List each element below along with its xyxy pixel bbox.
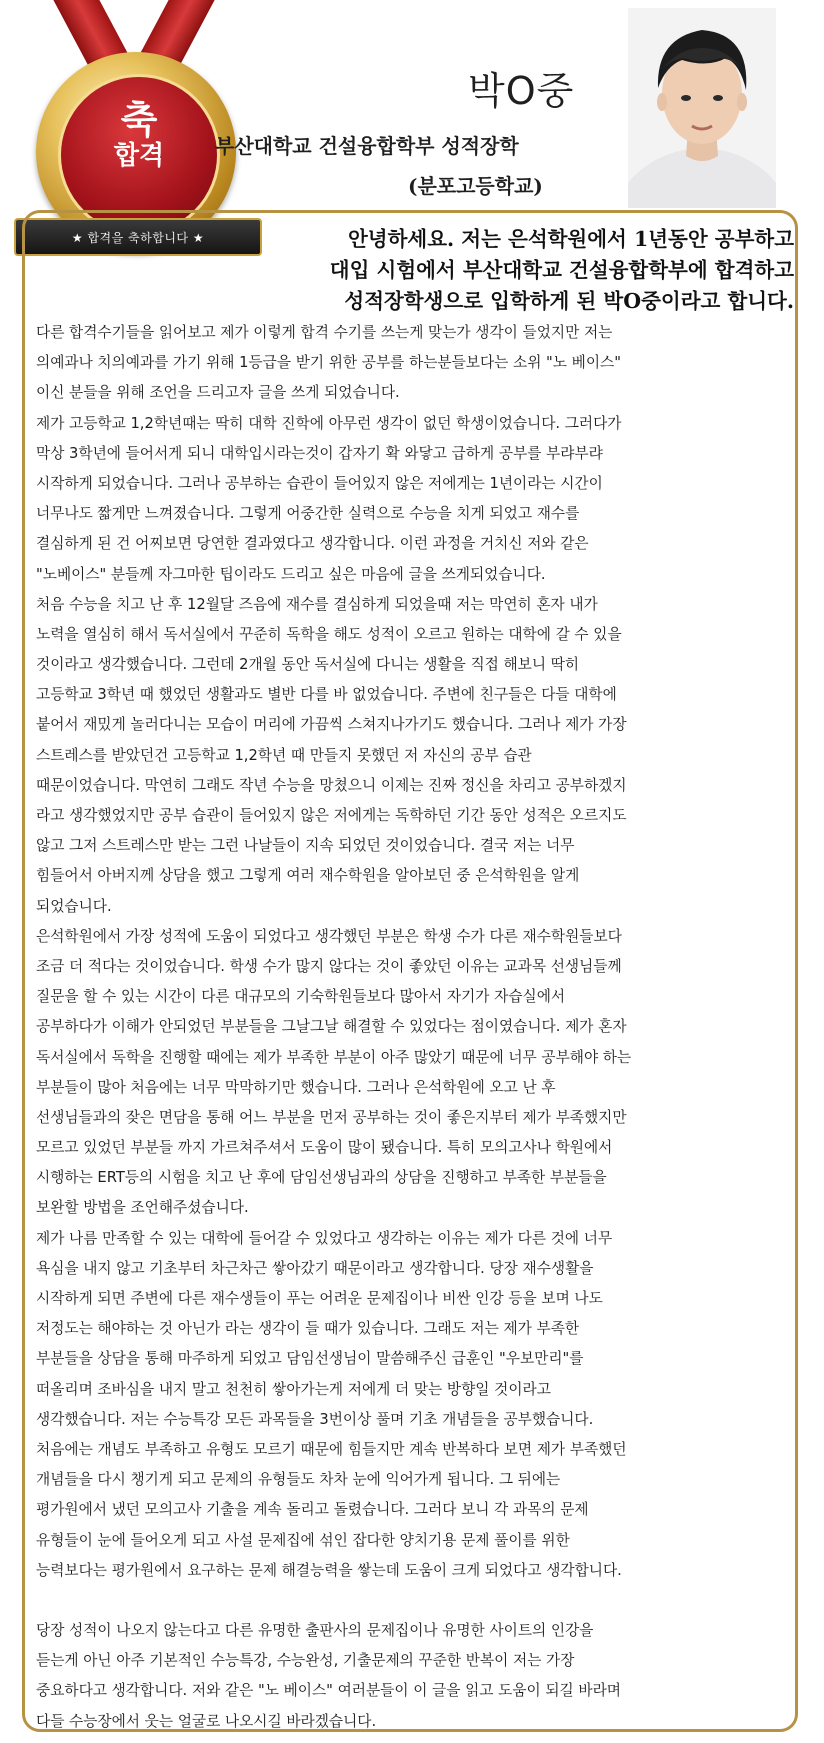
intro-line: 안녕하세요. 저는 은석학원에서 1년동안 공부하고 <box>347 227 794 251</box>
student-photo <box>628 8 776 208</box>
body-line: 독서실에서 독학을 진행할 때에는 제가 부족한 부분이 아주 많았기 때문에 너무 공부해야 하는 <box>36 1048 632 1066</box>
intro-line: 대입 시험에서 부산대학교 건설융합학부에 합격하고 <box>329 258 794 282</box>
body-line: 조금 더 적다는 것이었습니다. 학생 수가 많지 않다는 것이 좋았던 이유는 교과목 선생님들께 <box>36 957 622 975</box>
body-line: 것이라고 생각했습니다. 그런데 2개월 동안 독서실에 다니는 생활을 직접 해보니 딱히 <box>36 656 580 674</box>
university-scholarship: 부산대학교 건설융합학부 성적장학 <box>215 134 519 158</box>
body-line: 힘들어서 아버지께 상담을 했고 그렇게 여러 재수학원을 알아보던 중 은석학원을 알게 <box>36 867 580 885</box>
body-line: 막상 3학년에 들어서게 되니 대학입시라는것이 갑자기 확 와닿고 급하게 공부를 부랴부랴 <box>36 444 603 462</box>
body-line: 스트레스를 받았던건 고등학교 1,2학년 때 만들지 못했던 저 자신의 공부 습관 <box>36 746 532 764</box>
body-line: 은석학원에서 가장 성적에 도움이 되었다고 생각했던 부분은 학생 수가 다른 재수학원들보다 <box>36 927 622 945</box>
body-line: 처음 수능을 치고 난 후 12월달 즈음에 재수를 결심하게 되었을때 저는 막연히 혼자 내가 <box>36 595 598 613</box>
body-line: 너무나도 짧게만 느껴졌습니다. 그렇게 어중간한 실력으로 수능을 치게 되었고 재수를 <box>36 505 580 523</box>
body-line: 이신 분들을 위해 조언을 드리고자 글을 쓰게 되었습니다. <box>36 384 400 402</box>
body-line: 부분들을 상담을 통해 마주하게 되었고 담임선생님이 말씀해주신 급훈인 "우보만리"를 <box>36 1350 584 1368</box>
body-line: 노력을 열심히 해서 독서실에서 꾸준히 독학을 해도 성적이 오르고 원하는 대학에 갈 수 있을 <box>36 625 622 643</box>
body-line: 시작하게 되면 주변에 다른 재수생들이 푸는 어려운 문제집이나 비싼 인강 등을 보며 나도 <box>36 1290 603 1307</box>
body-line: 질문을 할 수 있는 시간이 다른 대규모의 기숙학원들보다 많아서 자기가 자습실에서 <box>36 988 566 1006</box>
body-line: 개념들을 다시 챙기게 되고 문제의 유형들도 차차 눈에 익어가게 됩니다. 그 뒤에는 <box>36 1471 561 1489</box>
body-line: 욕심을 내지 않고 기초부터 차근차근 쌓아갔기 때문이라고 생각합니다. 당장 재수생활을 <box>36 1259 594 1277</box>
body-line: 제가 나름 만족할 수 있는 대학에 들어갈 수 있었다고 생각하는 이유는 제가 다른 것에 너무 <box>36 1229 613 1247</box>
body-line: 저정도는 해야하는 것 아닌가 라는 생각이 들 때가 있습니다. 그래도 저는 제가 부족한 <box>36 1320 580 1338</box>
body-line: 공부하다가 이해가 안되었던 부분들을 그날그날 해결할 수 있었다는 점이였습니다. 제가 혼자 <box>36 1018 627 1036</box>
medal-banner: ★ 합격을 축하합니다 ★ <box>14 218 262 256</box>
body-line: 다들 수능장에서 웃는 얼굴로 나오시길 바라겠습니다. <box>36 1712 377 1730</box>
body-line: 라고 생각했었지만 공부 습관이 들어있지 않은 저에게는 독학하던 기간 동안 성적은 오르지도 <box>36 807 627 824</box>
body-line: 붙어서 재밌게 놀러다니는 모습이 머리에 가끔씩 스쳐지나가기도 했습니다. 그러나 제가 가장 <box>36 716 627 734</box>
body-line: 생각했습니다. 저는 수능특강 모든 과목들을 3번이상 풀며 기초 개념들을 공부했습니다. <box>36 1410 594 1428</box>
high-school: (분포고등학교) <box>408 174 543 198</box>
body-line: 보완할 방법을 조언해주셨습니다. <box>36 1199 249 1217</box>
body-line: 떠올리며 조바심을 내지 말고 천천히 쌓아가는게 저에게 더 맞는 방향일 것이라고 <box>36 1380 551 1398</box>
body-line <box>36 1586 798 1616</box>
body-line: "노베이스" 분들께 자그마한 팁이라도 드리고 싶은 마음에 글을 쓰게되었습니다. <box>36 565 546 583</box>
body-line: 처음에는 개념도 부족하고 유형도 모르기 때문에 힘들지만 계속 반복하다 보면 제가 부족했던 <box>36 1440 627 1458</box>
body-line: 결심하게 된 건 어찌보면 당연한 결과였다고 생각합니다. 이런 과정을 거치신 저와 같은 <box>36 535 589 553</box>
body-line: 않고 그저 스트레스만 받는 그런 나날들이 지속 되었던 것이었습니다. 결국 저는 너무 <box>36 837 575 855</box>
body-line: 때문이었습니다. 막연히 그래도 작년 수능을 망쳤으니 이제는 진짜 정신을 차리고 공부하겠지 <box>36 776 627 794</box>
student-name: 박O중 <box>468 69 575 113</box>
intro-line: 성적장학생으로 입학하게 된 박O중이라고 합니다. <box>344 289 794 313</box>
body-line: 고등학교 3학년 때 했었던 생활과도 별반 다를 바 없었습니다. 주변에 친구들은 다들 대학에 <box>36 686 617 704</box>
student-portrait-icon <box>628 8 776 208</box>
body-line: 당장 성적이 나오지 않는다고 다른 유명한 출판사의 문제집이나 유명한 사이트의 인강을 <box>36 1622 594 1640</box>
body-line: 평가원에서 냈던 모의고사 기출을 계속 돌리고 돌렸습니다. 그러다 보니 각 과목의 문제 <box>36 1501 589 1519</box>
body-line: 듣는게 아닌 아주 기본적인 수능특강, 수능완성, 기출문제의 꾸준한 반복이 저는 가장 <box>36 1652 575 1670</box>
body-line: 의예과나 치의예과를 가기 위해 1등급을 받기 위한 공부를 하는분들보다는 소위 "노 베이스" <box>36 354 621 372</box>
medal-subtitle: 합격 <box>113 141 165 171</box>
body-line: 능력보다는 평가원에서 요구하는 문제 해결능력을 쌓는데 도움이 크게 되었다고 생각합니다. <box>36 1561 622 1579</box>
body-line: 부분들이 많아 처음에는 너무 막막하기만 했습니다. 그러나 은석학원에 오고 난 후 <box>36 1078 556 1096</box>
body-line: 시행하는 ERT등의 시험을 치고 난 후에 담임선생님과의 상담을 진행하고 부족한 부분들을 <box>36 1169 607 1187</box>
body-line: 중요하다고 생각합니다. 저와 같은 "노 베이스" 여러분들이 이 글을 읽고 도움이 되길 바라며 <box>36 1682 621 1700</box>
body-line: 되었습니다. <box>36 897 112 915</box>
body-line: 선생님들과의 잦은 면담을 통해 어느 부분을 먼저 공부하는 것이 좋은지부터 제가 부족했지만 <box>36 1108 627 1126</box>
body-line: 시작하게 되었습니다. 그러나 공부하는 습관이 들어있지 않은 저에게는 1년이라는 시간이 <box>36 474 603 492</box>
body-line: 모르고 있었던 부분들 까지 가르쳐주셔서 도움이 많이 됐습니다. 특히 모의고사나 학원에서 <box>36 1139 613 1157</box>
testimonial-body <box>36 318 798 1737</box>
medal-title: 축 <box>120 97 158 142</box>
body-line: 유형들이 눈에 들어오게 되고 사설 문제집에 섞인 잡다한 양치기용 문제 풀이를 위한 <box>36 1531 570 1549</box>
body-line: 제가 고등학교 1,2학년때는 딱히 대학 진학에 아무런 생각이 없던 학생이었습니다. 그러다가 <box>36 414 622 432</box>
intro-paragraph <box>232 224 794 317</box>
body-line: 다른 합격수기들을 읽어보고 제가 이렇게 합격 수기를 쓰는게 맞는가 생각이 들었지만 저는 <box>36 324 613 341</box>
